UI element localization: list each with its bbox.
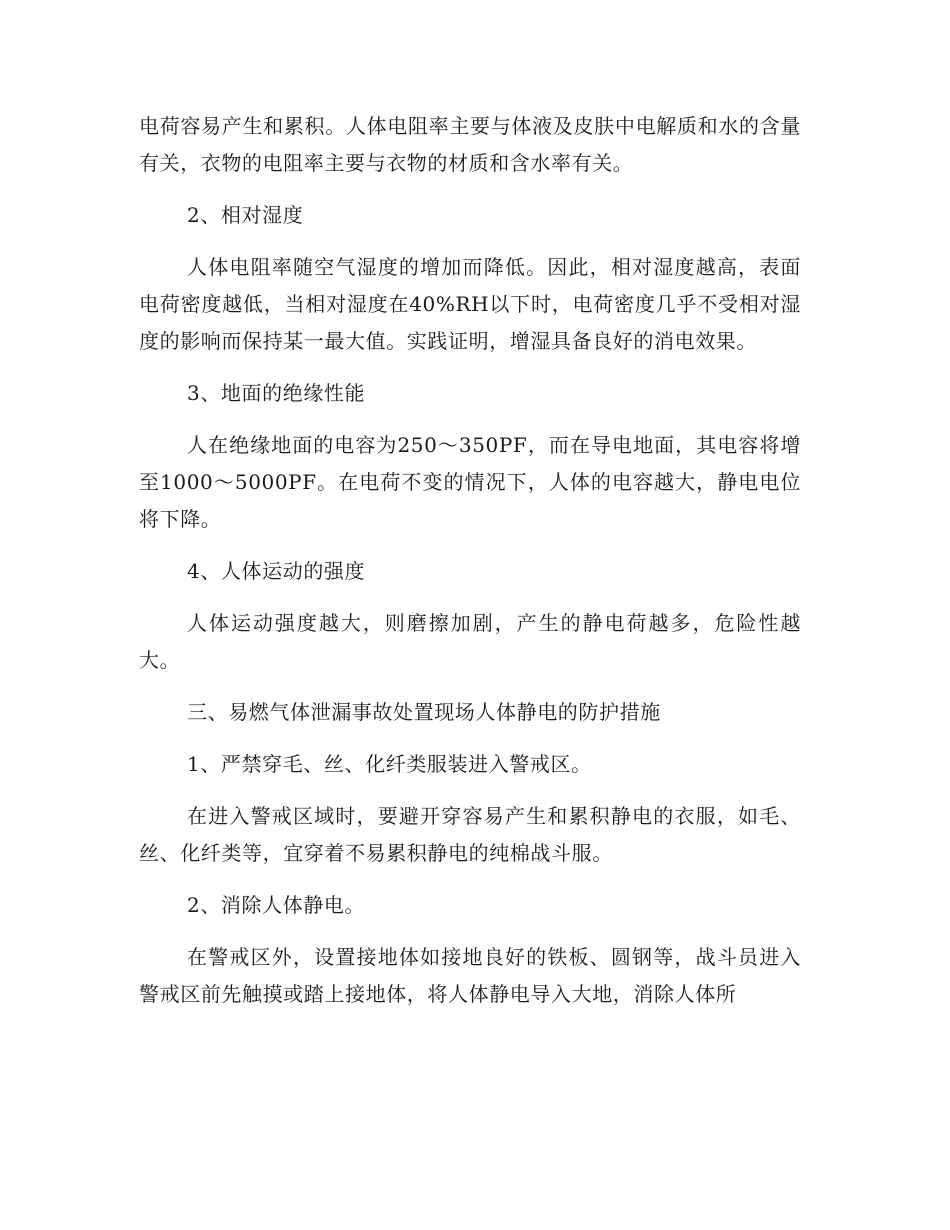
paragraph-eliminate-static: 在警戒区外，设置接地体如接地良好的铁板、圆钢等，战斗员进入警戒区前先触摸或踏上接地体，将人体静电导入大地，消除人体所 (139, 945, 801, 1006)
section-heading-eliminate-static: 2、消除人体静电。 (187, 893, 366, 917)
section-heading-motion-intensity: 4、人体运动的强度 (187, 559, 366, 583)
section-heading-relative-humidity: 2、相对湿度 (187, 203, 304, 227)
section-heading-ground-insulation: 3、地面的绝缘性能 (187, 381, 366, 405)
paragraph-clothing-ban: 在进入警戒区域时，要避开穿容易产生和累积静电的衣服，如毛、丝、化纤类等，宜穿着不易累积静电的纯棉战斗服。 (139, 804, 801, 865)
paragraph-motion-intensity: 人体运动强度越大，则磨擦加剧，产生的静电荷越多，危险性越大。 (139, 611, 801, 672)
section-heading-protective-measures: 三、易燃气体泄漏事故处置现场人体静电的防护措施 (187, 700, 661, 724)
paragraph-relative-humidity: 人体电阻率随空气湿度的增加而降低。因此，相对湿度越高，表面电荷密度越低，当相对湿度在40%RH以下时，电荷密度几乎不受相对湿度的影响而保持某一最大值。实践证明，增湿具备良好的消电效果。 (139, 255, 801, 353)
section-heading-clothing-ban: 1、严禁穿毛、丝、化纤类服装进入警戒区。 (187, 752, 592, 776)
paragraph-charge-accumulation: 电荷容易产生和累积。人体电阻率主要与体液及皮肤中电解质和水的含量有关，衣物的电阻率主要与衣物的材质和含水率有关。 (139, 114, 801, 175)
paragraph-ground-insulation: 人在绝缘地面的电容为250～350PF，而在导电地面，其电容将增至1000～5000PF。在电荷不变的情况下，人体的电容越大，静电电位将下降。 (139, 433, 801, 531)
document-body (139, 108, 801, 1028)
